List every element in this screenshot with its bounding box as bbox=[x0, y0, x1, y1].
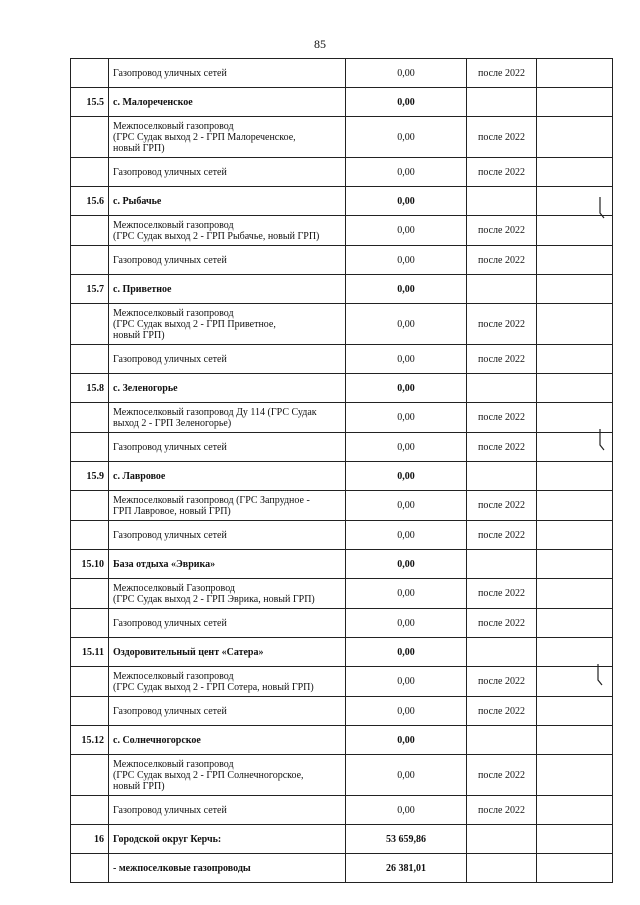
row-value-cell: 26 381,01 bbox=[346, 854, 467, 883]
item-row bbox=[71, 796, 613, 825]
row-name-cell: с. Солнечногорское bbox=[109, 726, 346, 755]
item-row bbox=[71, 433, 613, 462]
row-name-cell: Межпоселковый газопровод Ду 114 (ГРС Судак выход 2 - ГРП Зеленогорье) bbox=[109, 403, 346, 433]
row-number-cell bbox=[71, 403, 109, 433]
row-name-cell: с. Зеленогорье bbox=[109, 374, 346, 403]
row-note-cell bbox=[537, 521, 613, 550]
row-value-cell: 0,00 bbox=[346, 158, 467, 187]
pen-check-mark bbox=[596, 428, 606, 452]
row-year-cell: после 2022 bbox=[467, 755, 537, 796]
row-name-cell: Межпоселковый Газопровод (ГРС Судак выход 2 - ГРП Эврика, новый ГРП) bbox=[109, 579, 346, 609]
pen-check-mark bbox=[594, 663, 604, 687]
gas-pipeline-table bbox=[70, 58, 613, 883]
row-value-cell: 0,00 bbox=[346, 59, 467, 88]
row-name-cell: База отдыха «Эврика» bbox=[109, 550, 346, 579]
row-name-cell: с. Малореченское bbox=[109, 88, 346, 117]
row-name-cell: Газопровод уличных сетей bbox=[109, 521, 346, 550]
row-number-cell: 16 bbox=[71, 825, 109, 854]
row-name-cell: с. Лавровое bbox=[109, 462, 346, 491]
row-name-cell: Газопровод уличных сетей bbox=[109, 697, 346, 726]
row-year-cell bbox=[467, 275, 537, 304]
item-row bbox=[71, 117, 613, 158]
summary-row bbox=[71, 854, 613, 883]
row-value-cell: 0,00 bbox=[346, 117, 467, 158]
row-value-cell: 0,00 bbox=[346, 796, 467, 825]
row-name-cell: Газопровод уличных сетей bbox=[109, 433, 346, 462]
row-value-cell: 0,00 bbox=[346, 246, 467, 275]
row-value-cell: 0,00 bbox=[346, 304, 467, 345]
row-year-cell: после 2022 bbox=[467, 403, 537, 433]
row-number-cell bbox=[71, 755, 109, 796]
row-year-cell bbox=[467, 374, 537, 403]
row-year-cell: после 2022 bbox=[467, 59, 537, 88]
row-note-cell bbox=[537, 304, 613, 345]
row-name-cell: Газопровод уличных сетей bbox=[109, 345, 346, 374]
row-number-cell bbox=[71, 667, 109, 697]
item-row bbox=[71, 667, 613, 697]
row-number-cell bbox=[71, 521, 109, 550]
row-year-cell: после 2022 bbox=[467, 521, 537, 550]
row-year-cell: после 2022 bbox=[467, 796, 537, 825]
row-number-cell bbox=[71, 854, 109, 883]
row-value-cell: 0,00 bbox=[346, 667, 467, 697]
item-row bbox=[71, 755, 613, 796]
row-year-cell: после 2022 bbox=[467, 579, 537, 609]
row-number-cell bbox=[71, 59, 109, 88]
row-year-cell bbox=[467, 726, 537, 755]
row-name-cell: Оздоровительный цент «Сатера» bbox=[109, 638, 346, 667]
row-year-cell bbox=[467, 88, 537, 117]
section-row bbox=[71, 374, 613, 403]
item-row bbox=[71, 304, 613, 345]
section-row bbox=[71, 88, 613, 117]
row-note-cell bbox=[537, 462, 613, 491]
item-row bbox=[71, 158, 613, 187]
row-name-cell: Межпоселковый газопровод (ГРС Запрудное - ГРП Лавровое, новый ГРП) bbox=[109, 491, 346, 521]
row-note-cell bbox=[537, 726, 613, 755]
row-year-cell bbox=[467, 825, 537, 854]
row-value-cell: 0,00 bbox=[346, 462, 467, 491]
row-number-cell bbox=[71, 117, 109, 158]
section-row bbox=[71, 275, 613, 304]
row-number-cell bbox=[71, 697, 109, 726]
row-year-cell: после 2022 bbox=[467, 667, 537, 697]
section-row bbox=[71, 462, 613, 491]
row-name-cell: Газопровод уличных сетей bbox=[109, 59, 346, 88]
row-number-cell bbox=[71, 304, 109, 345]
row-value-cell: 0,00 bbox=[346, 275, 467, 304]
row-year-cell bbox=[467, 462, 537, 491]
row-value-cell: 53 659,86 bbox=[346, 825, 467, 854]
row-name-cell: Межпоселковый газопровод (ГРС Судак выход 2 - ГРП Солнечногорское, новый ГРП) bbox=[109, 755, 346, 796]
row-note-cell bbox=[537, 275, 613, 304]
row-note-cell bbox=[537, 755, 613, 796]
row-value-cell: 0,00 bbox=[346, 609, 467, 638]
row-year-cell bbox=[467, 638, 537, 667]
row-number-cell: 15.11 bbox=[71, 638, 109, 667]
row-value-cell: 0,00 bbox=[346, 187, 467, 216]
row-note-cell bbox=[537, 117, 613, 158]
row-value-cell: 0,00 bbox=[346, 374, 467, 403]
section-row bbox=[71, 825, 613, 854]
row-number-cell: 15.10 bbox=[71, 550, 109, 579]
row-number-cell: 15.5 bbox=[71, 88, 109, 117]
row-note-cell bbox=[537, 59, 613, 88]
row-year-cell bbox=[467, 550, 537, 579]
row-name-cell: - межпоселковые газопроводы bbox=[109, 854, 346, 883]
row-value-cell: 0,00 bbox=[346, 726, 467, 755]
row-year-cell: после 2022 bbox=[467, 345, 537, 374]
row-name-cell: Межпоселковый газопровод (ГРС Судак выход 2 - ГРП Приветное, новый ГРП) bbox=[109, 304, 346, 345]
row-name-cell: Городской округ Керчь: bbox=[109, 825, 346, 854]
row-name-cell: Межпоселковый газопровод (ГРС Судак выход 2 - ГРП Сотера, новый ГРП) bbox=[109, 667, 346, 697]
item-row bbox=[71, 697, 613, 726]
row-number-cell bbox=[71, 609, 109, 638]
row-year-cell: после 2022 bbox=[467, 304, 537, 345]
row-year-cell: после 2022 bbox=[467, 216, 537, 246]
row-number-cell bbox=[71, 579, 109, 609]
row-number-cell bbox=[71, 345, 109, 374]
page-number: 85 bbox=[314, 37, 326, 51]
item-row bbox=[71, 59, 613, 88]
row-number-cell bbox=[71, 796, 109, 825]
row-year-cell bbox=[467, 854, 537, 883]
row-note-cell bbox=[537, 579, 613, 609]
row-note-cell bbox=[537, 374, 613, 403]
row-note-cell bbox=[537, 216, 613, 246]
row-year-cell: после 2022 bbox=[467, 246, 537, 275]
row-value-cell: 0,00 bbox=[346, 88, 467, 117]
row-year-cell bbox=[467, 187, 537, 216]
row-year-cell: после 2022 bbox=[467, 158, 537, 187]
row-note-cell bbox=[537, 345, 613, 374]
row-value-cell: 0,00 bbox=[346, 433, 467, 462]
row-value-cell: 0,00 bbox=[346, 345, 467, 374]
row-value-cell: 0,00 bbox=[346, 550, 467, 579]
row-number-cell bbox=[71, 433, 109, 462]
row-number-cell: 15.9 bbox=[71, 462, 109, 491]
section-row bbox=[71, 550, 613, 579]
row-note-cell bbox=[537, 491, 613, 521]
row-name-cell: Газопровод уличных сетей bbox=[109, 796, 346, 825]
item-row bbox=[71, 216, 613, 246]
row-name-cell: Газопровод уличных сетей bbox=[109, 609, 346, 638]
row-name-cell: Межпоселковый газопровод (ГРС Судак выход 2 - ГРП Рыбачье, новый ГРП) bbox=[109, 216, 346, 246]
pen-check-mark bbox=[596, 196, 606, 220]
row-year-cell: после 2022 bbox=[467, 609, 537, 638]
row-number-cell: 15.7 bbox=[71, 275, 109, 304]
item-row bbox=[71, 345, 613, 374]
row-year-cell: после 2022 bbox=[467, 433, 537, 462]
row-name-cell: с. Приветное bbox=[109, 275, 346, 304]
row-note-cell bbox=[537, 158, 613, 187]
row-number-cell bbox=[71, 491, 109, 521]
row-value-cell: 0,00 bbox=[346, 638, 467, 667]
row-value-cell: 0,00 bbox=[346, 521, 467, 550]
row-note-cell bbox=[537, 88, 613, 117]
row-year-cell: после 2022 bbox=[467, 117, 537, 158]
row-name-cell: Газопровод уличных сетей bbox=[109, 158, 346, 187]
row-note-cell bbox=[537, 550, 613, 579]
item-row bbox=[71, 609, 613, 638]
row-note-cell bbox=[537, 697, 613, 726]
item-row bbox=[71, 521, 613, 550]
item-row bbox=[71, 579, 613, 609]
item-row bbox=[71, 491, 613, 521]
section-row bbox=[71, 726, 613, 755]
row-note-cell bbox=[537, 246, 613, 275]
row-year-cell: после 2022 bbox=[467, 697, 537, 726]
row-name-cell: Межпоселковый газопровод (ГРС Судак выход 2 - ГРП Малореченское, новый ГРП) bbox=[109, 117, 346, 158]
row-name-cell: с. Рыбачье bbox=[109, 187, 346, 216]
row-value-cell: 0,00 bbox=[346, 755, 467, 796]
row-number-cell bbox=[71, 158, 109, 187]
row-number-cell: 15.6 bbox=[71, 187, 109, 216]
row-year-cell: после 2022 bbox=[467, 491, 537, 521]
row-number-cell: 15.12 bbox=[71, 726, 109, 755]
section-row bbox=[71, 638, 613, 667]
row-note-cell bbox=[537, 825, 613, 854]
row-value-cell: 0,00 bbox=[346, 403, 467, 433]
row-name-cell: Газопровод уличных сетей bbox=[109, 246, 346, 275]
row-number-cell bbox=[71, 216, 109, 246]
row-number-cell: 15.8 bbox=[71, 374, 109, 403]
section-row bbox=[71, 187, 613, 216]
row-number-cell bbox=[71, 246, 109, 275]
row-note-cell bbox=[537, 796, 613, 825]
item-row bbox=[71, 403, 613, 433]
item-row bbox=[71, 246, 613, 275]
row-note-cell bbox=[537, 609, 613, 638]
table-body bbox=[71, 59, 613, 883]
row-value-cell: 0,00 bbox=[346, 697, 467, 726]
row-value-cell: 0,00 bbox=[346, 491, 467, 521]
row-note-cell bbox=[537, 854, 613, 883]
row-value-cell: 0,00 bbox=[346, 579, 467, 609]
row-value-cell: 0,00 bbox=[346, 216, 467, 246]
